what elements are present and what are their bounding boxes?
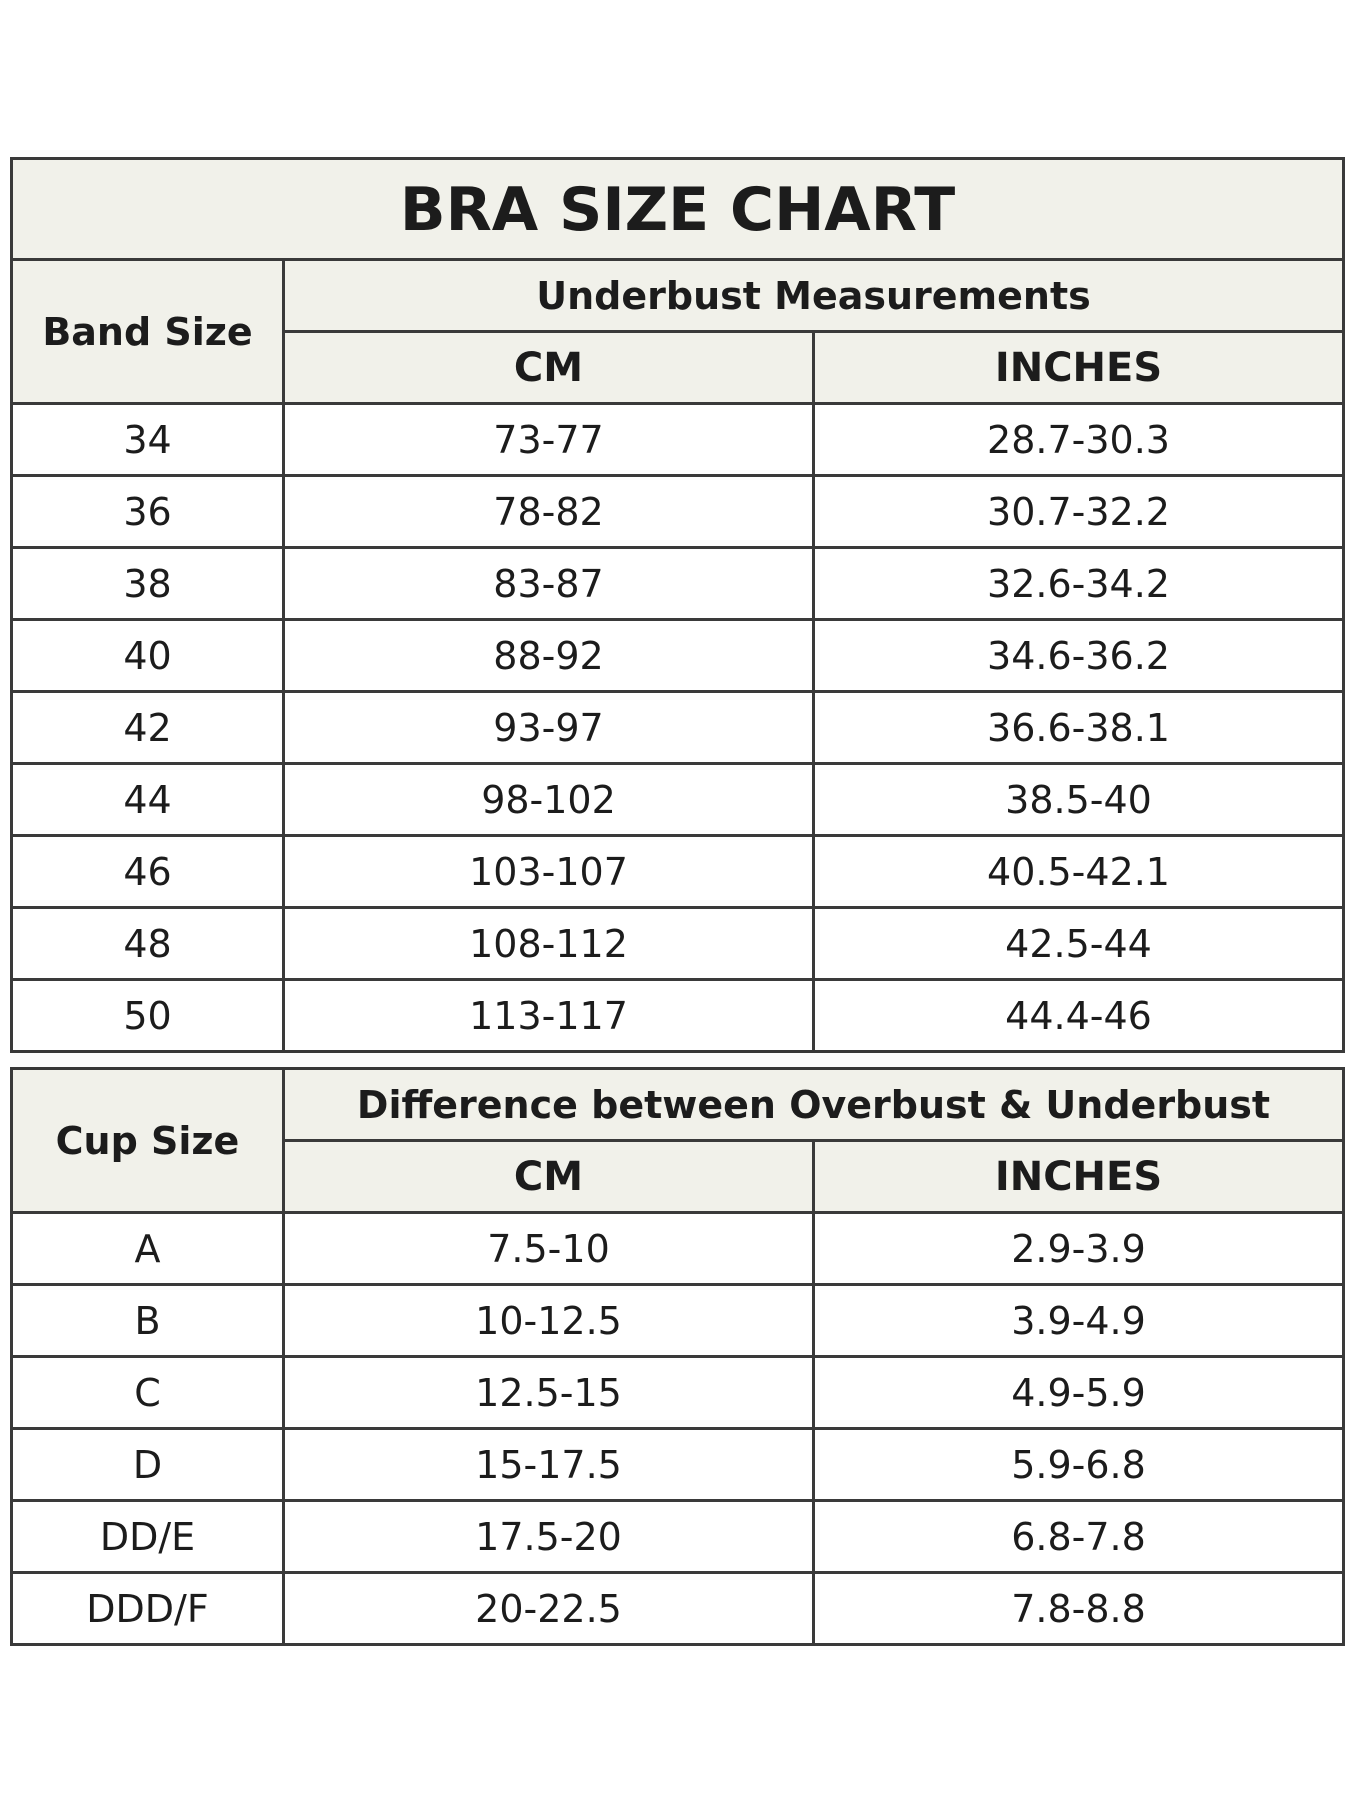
band-inches-cell: 28.7-30.3 (814, 404, 1344, 476)
band-size-table (10, 157, 1345, 1053)
band-row (12, 908, 1344, 980)
band-size-cell: 36 (12, 476, 284, 548)
band-size-cell: 42 (12, 692, 284, 764)
band-size-cell: 50 (12, 980, 284, 1052)
band-inches-cell: 32.6-34.2 (814, 548, 1344, 620)
cup-inches-cell: 6.8-7.8 (814, 1501, 1344, 1573)
band-inches-cell: 44.4-46 (814, 980, 1344, 1052)
cup-size-cell: D (12, 1429, 284, 1501)
cup-inches-cell: 7.8-8.8 (814, 1573, 1344, 1645)
cup-cm-cell: 20-22.5 (284, 1573, 814, 1645)
band-cm-cell: 103-107 (284, 836, 814, 908)
cup-size-cell: C (12, 1357, 284, 1429)
band-row (12, 476, 1344, 548)
band-cm-cell: 93-97 (284, 692, 814, 764)
band-inches-cell: 40.5-42.1 (814, 836, 1344, 908)
band-size-cell: 46 (12, 836, 284, 908)
band-cm-cell: 83-87 (284, 548, 814, 620)
cup-row (12, 1285, 1344, 1357)
band-row (12, 548, 1344, 620)
cup-size-cell: DD/E (12, 1501, 284, 1573)
cup-cm-cell: 12.5-15 (284, 1357, 814, 1429)
cup-inches-cell: 3.9-4.9 (814, 1285, 1344, 1357)
cup-size-table (10, 1067, 1345, 1646)
band-row (12, 692, 1344, 764)
band-inches-header: INCHES (814, 332, 1344, 404)
cup-cm-cell: 15-17.5 (284, 1429, 814, 1501)
band-inches-cell: 42.5-44 (814, 908, 1344, 980)
difference-header: Difference between Overbust & Underbust (284, 1069, 1344, 1141)
band-row (12, 764, 1344, 836)
band-row (12, 620, 1344, 692)
underbust-header: Underbust Measurements (284, 260, 1344, 332)
band-size-cell: 40 (12, 620, 284, 692)
band-cm-cell: 78-82 (284, 476, 814, 548)
cup-row (12, 1573, 1344, 1645)
band-cm-cell: 98-102 (284, 764, 814, 836)
band-size-header: Band Size (12, 260, 284, 404)
cup-size-cell: A (12, 1213, 284, 1285)
cup-cm-cell: 10-12.5 (284, 1285, 814, 1357)
cup-size-cell: DDD/F (12, 1573, 284, 1645)
band-size-cell: 44 (12, 764, 284, 836)
band-inches-cell: 38.5-40 (814, 764, 1344, 836)
band-inches-cell: 34.6-36.2 (814, 620, 1344, 692)
band-size-cell: 48 (12, 908, 284, 980)
cup-cm-cell: 17.5-20 (284, 1501, 814, 1573)
cup-inches-cell: 5.9-6.8 (814, 1429, 1344, 1501)
cup-row (12, 1429, 1344, 1501)
cup-inches-header: INCHES (814, 1141, 1344, 1213)
cup-cm-header: CM (284, 1141, 814, 1213)
cup-row (12, 1357, 1344, 1429)
band-row (12, 404, 1344, 476)
band-row (12, 980, 1344, 1052)
band-cm-cell: 113-117 (284, 980, 814, 1052)
cup-row (12, 1213, 1344, 1285)
cup-cm-cell: 7.5-10 (284, 1213, 814, 1285)
band-size-cell: 34 (12, 404, 284, 476)
band-size-cell: 38 (12, 548, 284, 620)
cup-size-header: Cup Size (12, 1069, 284, 1213)
band-inches-cell: 36.6-38.1 (814, 692, 1344, 764)
chart-title: BRA SIZE CHART (12, 159, 1344, 260)
band-row (12, 836, 1344, 908)
bra-size-chart (10, 157, 1342, 1646)
cup-inches-cell: 2.9-3.9 (814, 1213, 1344, 1285)
band-cm-cell: 73-77 (284, 404, 814, 476)
band-inches-cell: 30.7-32.2 (814, 476, 1344, 548)
band-cm-cell: 88-92 (284, 620, 814, 692)
cup-size-cell: B (12, 1285, 284, 1357)
cup-inches-cell: 4.9-5.9 (814, 1357, 1344, 1429)
cup-row (12, 1501, 1344, 1573)
band-cm-header: CM (284, 332, 814, 404)
band-cm-cell: 108-112 (284, 908, 814, 980)
